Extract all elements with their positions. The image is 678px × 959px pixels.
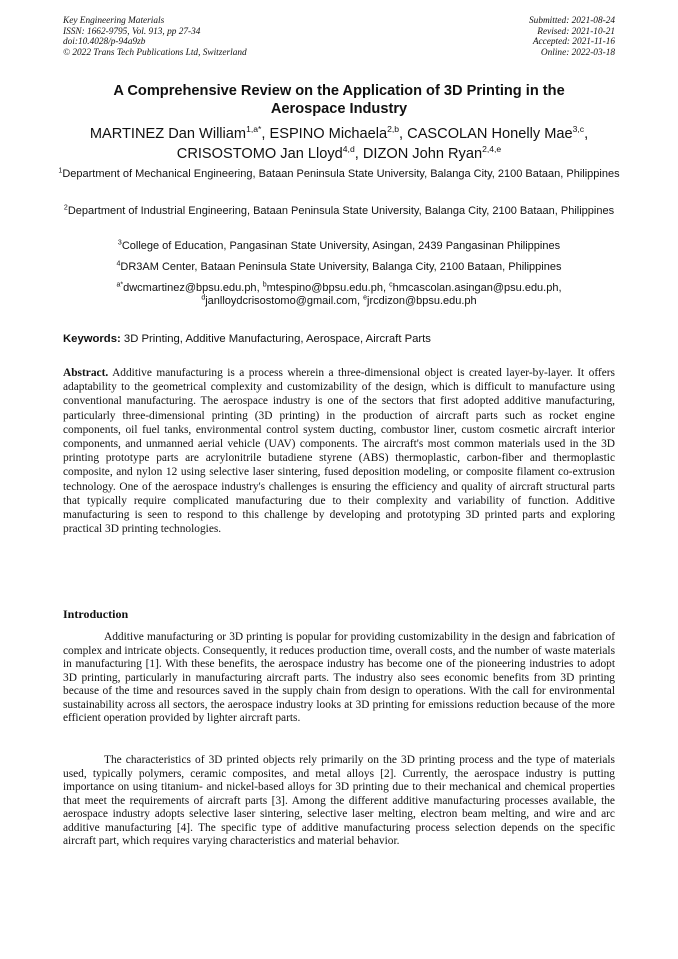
author-line bbox=[40, 124, 638, 144]
email-marker: c bbox=[389, 281, 393, 289]
author-name: CASCOLAN Honelly Mae bbox=[407, 126, 573, 142]
affiliation bbox=[55, 205, 623, 218]
author-separator: , bbox=[584, 126, 589, 142]
revised-date: Revised: 2021-10-21 bbox=[537, 26, 615, 37]
email-marker: d bbox=[201, 294, 206, 302]
email-link[interactable]: mtespino@bpsu.edu.ph bbox=[266, 282, 383, 294]
email-marker: e bbox=[363, 294, 368, 302]
author-line bbox=[40, 144, 638, 164]
abstract bbox=[63, 366, 615, 536]
author-name: CRISOSTOMO Jan Lloyd bbox=[176, 146, 343, 162]
title-line: A Comprehensive Review on the Application of 3D Printing in the bbox=[113, 83, 565, 99]
email-list bbox=[50, 282, 628, 308]
journal-issn: ISSN: 1662-9795, Vol. 913, pp 27-34 bbox=[63, 26, 201, 37]
submission-dates bbox=[529, 16, 615, 58]
keywords bbox=[63, 332, 615, 346]
author-affil-marker: 4,d bbox=[342, 144, 355, 155]
author-list bbox=[40, 124, 638, 164]
intro-paragraph: Additive manufacturing or 3D printing is popular for providing customizability in the design and fabrication of complex and intricate objects. Consequently, it reduces production time, overall costs, and the number of waste materials in manufacturing [1]. With these benefits, the aerospace industry has become one of the pioneering industries to adopt 3D printing, particularly in manufacturing aircraft parts. The industry also sees economic benefits from 3D printing because of the time and resources saved in the supply chain from design to operations. With the call for environmental sustainability across all sectors, the aerospace industry looks at 3D printing for emissions reduction because of the more efficient operation provided by lighter aircraft parts. bbox=[63, 631, 615, 724]
online-date: Online: 2022-03-18 bbox=[540, 47, 615, 58]
affiliation-marker: 3 bbox=[117, 239, 122, 247]
author-affil-marker: 2,b bbox=[387, 124, 400, 135]
affiliation-text: Department of Mechanical Engineering, Bataan Peninsula State University, Balanga City, 2100 Bataan, Philippines bbox=[62, 168, 620, 180]
author-separator: , bbox=[261, 126, 270, 142]
author-name: MARTINEZ Dan William bbox=[89, 126, 247, 142]
keywords-label: Keywords: bbox=[63, 333, 121, 345]
email-link[interactable]: janlloydcrisostomo@gmail.com bbox=[205, 295, 358, 308]
title-line: Aerospace Industry bbox=[270, 100, 408, 117]
intro-paragraph: The characteristics of 3D printed objects rely primarily on the 3D printing process and the type of materials used, typically polymers, ceramic composites, and metal alloys [2]. Currently, the aerospace industry is putting importance on using titanium- and nickel-based alloys for 3D printing due to their mechanical and chemical properties that meet the requirements of aircraft parts [3]. Among the different additive manufacturing processes available, the aerospace industry adopts selective laser sintering, selective laser melting, electron beam melting, and wire and arc additive manufacturing [4]. The specific type of additive manufacturing process selection depends on the specific aircraft part, which requires varying characteristics and material behavior. bbox=[63, 754, 615, 847]
affiliation bbox=[55, 261, 623, 274]
author-affil-marker: 3,c bbox=[572, 124, 585, 135]
keywords-text: 3D Printing, Additive Manufacturing, Aerospace, Aircraft Parts bbox=[123, 333, 431, 345]
affiliation bbox=[55, 240, 623, 253]
email-line: $^{a*}$dwcmartinez@bpsu.edu.ph, $^b$mtespino@bpsu.edu.ph, $^c$hmcascolan.asingan@psu.edu.ph, bbox=[116, 281, 562, 294]
affiliation-marker: 1 bbox=[58, 167, 63, 175]
abstract-text: Additive manufacturing is a process wherein a three-dimensional object is created layer-by-layer. It offers adaptability to the geometrical complexity and customizability of the design, which is difficult to manufacture using conventional manufacturing. The aerospace industry is one of the sectors that first adopted additive manufacturing, particularly three-dimensional printing (3D printing) in the production of aircraft parts such as rocket engine components, oil fuel tanks, environmental control system ducting, combustor liner, custom cosmetic aircraft interior components, and unmanned aerial vehicle (UAV) components. The aircraft's most common materials used in the 3D printing prototype parts are acrylonitrile butadiene styrene (ABS) thermoplastic, carbon-fiber and thermoplastic composite, and nylon 12 using selective laser sintering, fused deposition modeling, or composite filament co-extrusion technology. One of the aerospace industry's challenges is ensuring the efficiency and quality of aircraft structural parts that typically require complicated manufacturing due to their complexity and variability of function. Additive manufacturing is seen to respond to this challenge by developing and prototyping 3D printed parts and exploring practical 3D printing technologies. bbox=[63, 367, 615, 536]
abstract-label: Abstract. bbox=[63, 367, 109, 379]
submitted-date: Submitted: 2021-08-24 bbox=[529, 16, 615, 26]
email-link[interactable]: jrcdizon@bpsu.edu.ph bbox=[367, 295, 477, 308]
affiliation-marker: 2 bbox=[63, 204, 68, 212]
email-marker: b bbox=[262, 281, 267, 289]
email-line: $^d$janlloydcrisostomo@gmail.com, $^e$jrcdizon@bpsu.edu.ph bbox=[201, 294, 477, 308]
affiliation-text: College of Education, Pangasinan State University, Asingan, 2439 Pangasinan Philippines bbox=[121, 240, 561, 252]
email-marker: a* bbox=[116, 281, 124, 289]
journal-doi: doi:10.4028/p-94a9zb bbox=[63, 37, 146, 48]
affiliation-text: DR3AM Center, Bataan Peninsula State University, Balanga City, 2100 Bataan, Philippines bbox=[120, 261, 562, 273]
journal-copyright: © 2022 Trans Tech Publications Ltd, Switzerland bbox=[63, 47, 247, 58]
email-link[interactable]: dwcmartinez@bpsu.edu.ph bbox=[123, 282, 257, 294]
journal-info bbox=[63, 16, 247, 58]
email-link[interactable]: hmcascolan.asingan@psu.edu.ph bbox=[392, 282, 559, 294]
paper-title bbox=[60, 83, 618, 118]
author-name: ESPINO Michaela bbox=[269, 126, 388, 142]
author-affil-marker: 2,4,e bbox=[482, 144, 502, 155]
journal-name: Key Engineering Materials bbox=[63, 16, 165, 26]
author-affil-marker: 1,a* bbox=[246, 124, 262, 135]
accepted-date: Accepted: 2021-11-16 bbox=[532, 37, 615, 48]
affiliation-text: Department of Industrial Engineering, Bataan Peninsula State University, Balanga City, 2100 Bataan, Philippines bbox=[67, 205, 615, 217]
affiliation-marker: 4 bbox=[116, 260, 121, 268]
author-separator: , bbox=[354, 146, 363, 162]
section-heading-introduction: Introduction bbox=[63, 607, 129, 621]
affiliation bbox=[55, 168, 623, 181]
author-name: DIZON John Ryan bbox=[362, 146, 483, 162]
author-separator: , bbox=[399, 126, 408, 142]
